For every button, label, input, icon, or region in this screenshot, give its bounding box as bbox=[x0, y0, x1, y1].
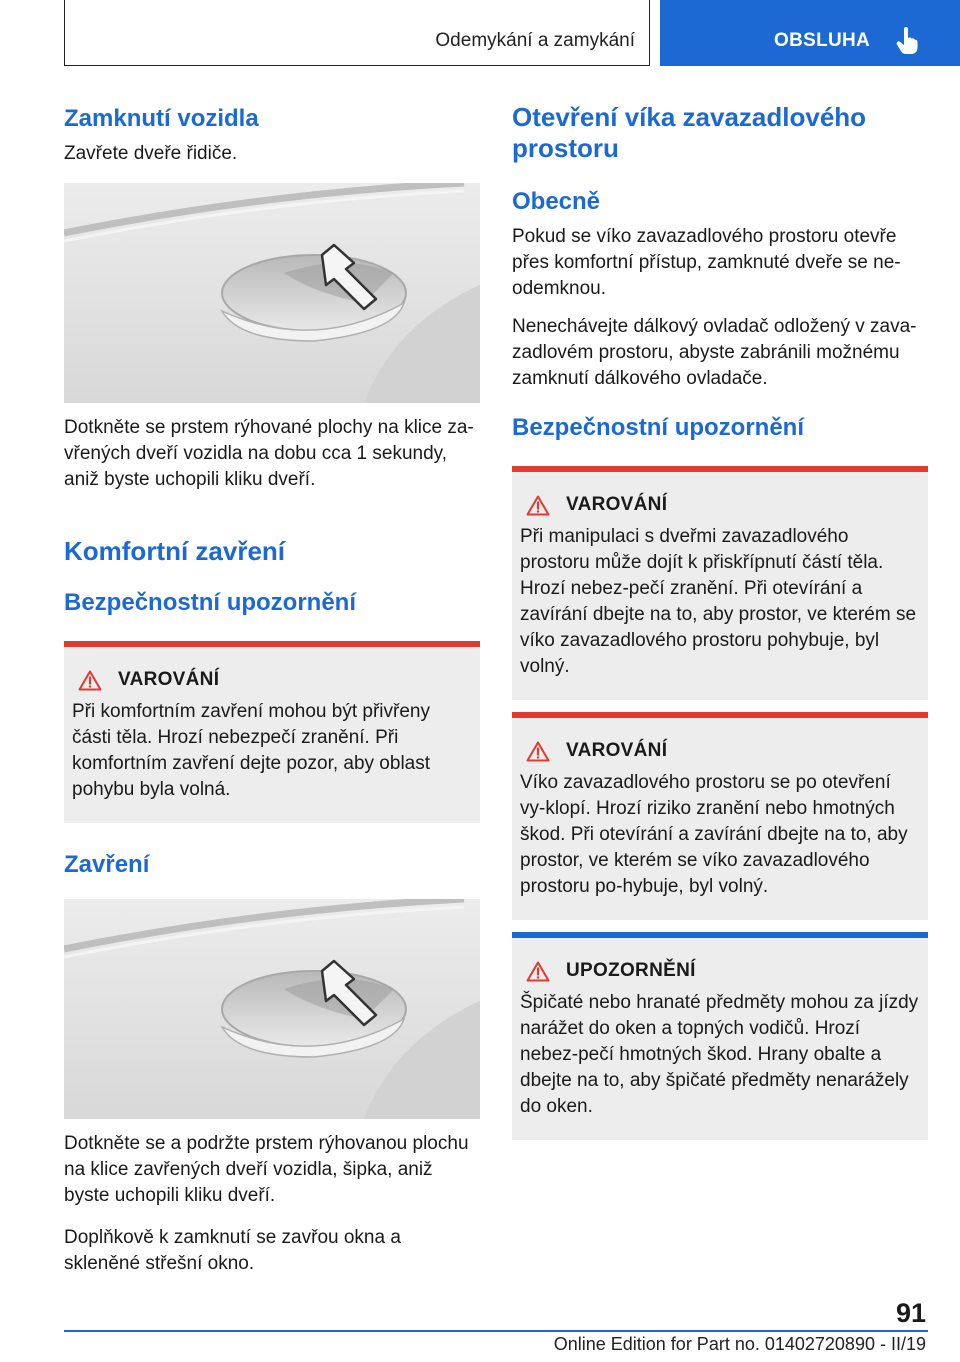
warning-box-comfort bbox=[64, 641, 480, 823]
warning-text: Víko zavazadlového prostoru se po otevření vy-klopí. Hrozí riziko zranění nebo hmotných škod. Při otevírání a zavírání dbejte na to, aby prostor, ve kterém se víko zavazadlového prostoru po-hybuje, byl volný. bbox=[520, 772, 908, 897]
warning-triangle-icon bbox=[526, 961, 550, 982]
notice-box bbox=[512, 932, 928, 1140]
warning-label: VAROVÁNÍ bbox=[118, 669, 220, 690]
safety-heading-right: Bezpečnostní upozornění bbox=[512, 414, 805, 441]
door-handle-arrow-image bbox=[64, 899, 480, 1119]
safety-heading-left: Bezpečnostní upozornění bbox=[64, 589, 357, 616]
footer-edition: Online Edition for Part no. 01402720890 - II/19 bbox=[553, 1334, 926, 1354]
warning-box-trunk-2 bbox=[512, 712, 928, 920]
general-text-1: Pokud se víko zavazadlového prostoru otevře přes komfortní přístup, zamknuté dveře se ne-odemknou. bbox=[512, 226, 901, 299]
comfort-close-heading: Komfortní zavření bbox=[64, 536, 286, 566]
warning-text: Při komfortním zavření mohou být přivřeny části těla. Hrozí nebezpečí zranění. Při komfortním zavření dejte pozor, aby oblast pohybu byla volná. bbox=[72, 701, 431, 800]
left-column bbox=[64, 100, 480, 1277]
notice-text: Špičaté nebo hranaté předměty mohou za jízdy narážet do oken a topných vodičů. Hrozí nebez-pečí hmotných škod. Hrany obalte a dbejte na to, aby špičaté předměty nenarážely do oken. bbox=[520, 992, 919, 1117]
lock-instructions: Dotkněte se prstem rýhované plochy na klice za-vřených dveří vozidla na dobu cca 1 sekundy, aniž byste uchopili kliku dveří. bbox=[64, 417, 474, 490]
warning-triangle-icon bbox=[526, 741, 550, 762]
lock-intro: Zavřete dveře řidiče. bbox=[64, 143, 238, 164]
warning-box-trunk-1 bbox=[512, 466, 928, 700]
warning-triangle-icon bbox=[526, 495, 550, 516]
trunk-heading: Otevření víka zavazadlového prostoru bbox=[512, 102, 867, 163]
close-heading: Zavření bbox=[64, 851, 150, 878]
warning-label: VAROVÁNÍ bbox=[566, 494, 668, 515]
page-number: 91 bbox=[896, 1298, 927, 1328]
general-text-2: Nenechávejte dálkový ovladač odložený v zava-zadlovém prostoru, abyste zabránili možnému zamknutí dálkového ovladače. bbox=[512, 316, 917, 389]
warning-text: Při manipulaci s dveřmi zavazadlového prostoru může dojít k přiskřípnutí částí těla. Hrozí nebez-pečí zranění. Při otevírání a zavírání dbejte na to, aby prostor, ve kterém se víko zavazadlového prostoru pohybuje, byl volný. bbox=[520, 526, 917, 677]
notice-label: UPOZORNĚNÍ bbox=[566, 960, 696, 981]
door-handle-image bbox=[64, 183, 480, 403]
close-additional-info: Doplňkově k zamknutí se zavřou okna a skleněné střešní okno. bbox=[64, 1227, 401, 1274]
header-chapter-tab bbox=[660, 0, 960, 66]
footer-divider bbox=[64, 1330, 928, 1332]
warning-triangle-icon bbox=[78, 670, 102, 691]
close-instructions: Dotkněte se a podržte prstem rýhovanou plochu na klice zavřených dveří vozidla, šipka, aniž byste uchopili kliku dveří. bbox=[64, 1133, 469, 1206]
pointing-hand-icon bbox=[896, 27, 918, 55]
header-chapter-label: OBSLUHA bbox=[774, 30, 871, 51]
warning-label: VAROVÁNÍ bbox=[566, 740, 668, 761]
lock-heading: Zamknutí vozidla bbox=[64, 105, 259, 132]
header-section-box bbox=[64, 0, 650, 66]
header-section-title: Odemykání a zamykání bbox=[435, 30, 635, 51]
right-column bbox=[512, 100, 928, 1140]
general-heading: Obecně bbox=[512, 188, 601, 215]
